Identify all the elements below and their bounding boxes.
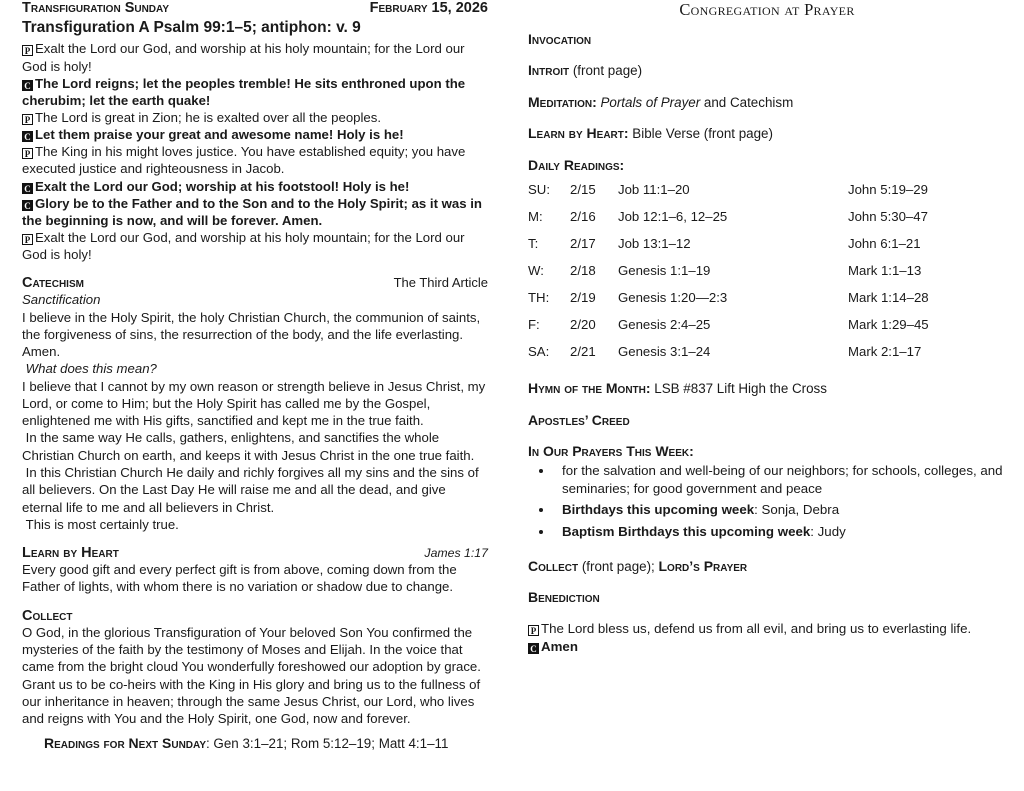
table-row [528, 338, 1006, 365]
congregation-glyph-icon: C [22, 80, 33, 91]
collect-text: O God, in the glorious Transfiguration of Your beloved Son You confirmed the mysteries of the faith by the testimony of Moses and Elijah. In the voice that came from the bright cloud You wonderfully foreshowed our adoption by grace. Grant us to be co-heirs with the King in His glory and bring us to the fullness of our inheritance in heaven; through the same Jesus Christ, our Lord, who lives and reigns with You and the Holy Spirit, one God, now and forever. [22, 624, 481, 727]
reading-nt: John 5:19–29 [848, 182, 928, 198]
psalm-verse-text: Let them praise your great and awesome name! Holy is he! [35, 127, 404, 143]
page-header [22, 0, 488, 16]
meditation-label: Meditation: [528, 93, 597, 110]
benediction-line [528, 588, 1006, 606]
introit-rest: (front page) [569, 63, 643, 79]
table-row [528, 257, 1006, 284]
reading-date: 2/16 [570, 209, 596, 225]
reading-nt: Mark 2:1–17 [848, 344, 922, 360]
catechism-answer-paragraph: This is most certainly true. [25, 516, 179, 532]
list-item [554, 523, 1006, 541]
collect-heading-row [22, 608, 488, 624]
list-item [554, 462, 1006, 497]
psalm-verse-text: Exalt the Lord our God, and worship at his holy mountain; for the Lord our God is holy! [22, 230, 465, 263]
congregation-glyph-icon: C [22, 183, 33, 194]
psalm-verse-text: Exalt the Lord our God; worship at his footstool! Holy is he! [35, 178, 410, 194]
reading-day: SA: [528, 344, 550, 360]
reading-date: 2/17 [570, 236, 596, 252]
left-column [22, 0, 488, 751]
amen-line [528, 638, 1006, 656]
reading-day: T: [528, 236, 539, 252]
psalm-verse-text: Glory be to the Father and to the Son and to the Holy Spirit; as it was in the beginning is now, and will be forever. Amen. [22, 195, 482, 228]
benediction-text-line [528, 620, 1006, 638]
psalm-verse [22, 40, 488, 74]
reading-nt: John 6:1–21 [848, 236, 921, 252]
psalm-verse [22, 229, 488, 263]
prayer-item-bold: Baptism Birthdays this upcoming week [562, 524, 811, 540]
daily-readings-label: Daily Readings: [528, 156, 625, 173]
collect-lords-prayer-line [528, 557, 1006, 575]
reading-nt: John 5:30–47 [848, 209, 928, 225]
learn-by-heart-rest: Bible Verse (front page) [628, 126, 773, 142]
table-row [528, 203, 1006, 230]
psalm-verse [22, 143, 488, 177]
psalm-title: Transfiguration A Psalm 99:1–5; antiphon: v. 9 [22, 19, 361, 36]
psalm-verse-text: Exalt the Lord our God, and worship at his holy mountain; for the Lord our God is holy! [22, 41, 465, 74]
reading-day: M: [528, 209, 543, 225]
reading-date: 2/15 [570, 182, 596, 198]
reading-nt: Mark 1:29–45 [848, 317, 929, 333]
table-row [528, 284, 1006, 311]
catechism-heading: Catechism [22, 275, 84, 292]
in-our-prayers-label: In Our Prayers This Week: [528, 442, 694, 459]
hymn-of-month-rest: LSB #837 Lift High the Cross [650, 381, 827, 397]
prayer-request-list [528, 462, 1006, 540]
psalm-verse-text: The Lord reigns; let the peoples tremble! He sits enthroned upon the cherubim; let the earth quake! [22, 75, 466, 108]
table-row [528, 311, 1006, 338]
congregation-glyph-icon: C [22, 200, 33, 211]
reading-day: F: [528, 317, 540, 333]
readings-next-sunday [22, 735, 488, 751]
catechism-creed-text: I believe in the Holy Spirit, the holy Christian Church, the communion of saints, the forgiveness of sins, the resurrection of the body, and the life everlasting. Amen. [22, 309, 481, 360]
collect-heading: Collect [22, 607, 73, 624]
benediction-label: Benediction [528, 588, 600, 605]
right-column [528, 0, 1006, 656]
catechism-reference: The Third Article [393, 275, 488, 291]
reading-nt: Mark 1:14–28 [848, 290, 929, 306]
reading-ot: Genesis 1:1–19 [618, 263, 711, 279]
pastor-glyph-icon: P [528, 625, 539, 636]
amen-text: Amen [541, 638, 578, 654]
reading-date: 2/20 [570, 317, 596, 333]
catechism-answer-paragraph: In the same way He calls, gathers, enlightens, and sanctifies the whole Christian Church on earth, and keeps it with Jesus Christ in the one true faith. [22, 430, 475, 463]
invocation-line [528, 30, 1006, 48]
reading-ot: Job 13:1–12 [618, 236, 691, 252]
readings-next-sunday-value: : Gen 3:1–21; Rom 5:12–19; Matt 4:1–11 [205, 736, 449, 752]
reading-day: TH: [528, 290, 550, 306]
learn-by-heart-line [528, 124, 1006, 142]
reading-ot: Job 12:1–6, 12–25 [618, 209, 728, 225]
service-date: February 15, 2026 [369, 0, 488, 16]
reading-day: W: [528, 263, 544, 279]
catechism-answer-paragraph: I believe that I cannot by my own reason or strength believe in Jesus Christ, my Lord, or come to Him; but the Holy Spirit has called me by the Gospel, enlightened me with His gifts, sanctified and kept me in the true faith. [22, 378, 486, 429]
table-row [528, 176, 1006, 203]
in-our-prayers-line [528, 442, 1006, 460]
table-row [528, 230, 1006, 257]
collect-mid-text: (front page); [578, 558, 659, 574]
hymn-of-month-label: Hymn of the Month: [528, 380, 651, 397]
catechism-answer-paragraph: In this Christian Church He daily and richly forgives all my sins and the sins of all believers. On the Last Day He will raise me and all the dead, and give eternal life to me and all believers in Christ. [22, 464, 479, 515]
daily-readings-table [528, 176, 1006, 365]
introit-label: Introit [528, 62, 570, 79]
learn-by-heart-heading: Learn by Heart [22, 545, 119, 562]
psalm-verse [22, 178, 488, 195]
psalm-verse [22, 126, 488, 143]
readings-next-sunday-label: Readings for Next Sunday [44, 735, 206, 752]
reading-ot: Genesis 2:4–25 [618, 317, 711, 333]
reading-date: 2/18 [570, 263, 596, 279]
congregation-glyph-icon: C [528, 643, 539, 654]
occasion-title: Transfiguration Sunday [22, 0, 170, 16]
psalm-verse [22, 109, 488, 126]
introit-line [528, 61, 1006, 79]
pastor-glyph-icon: P [22, 234, 33, 245]
psalm-verse-text: The King in his might loves justice. You have established equity; you have executed justice and righteousness in Jacob. [22, 144, 466, 177]
pastor-glyph-icon: P [22, 45, 33, 56]
catechism-question: What does this mean? [25, 361, 157, 377]
daily-readings-line [528, 156, 1006, 174]
pastor-glyph-icon: P [22, 114, 33, 125]
apostles-creed-label: Apostles’ Creed [528, 411, 630, 428]
list-item [554, 501, 1006, 519]
meditation-line [528, 93, 1006, 111]
benediction-text: The Lord bless us, defend us from all evil, and bring us to everlasting life. [541, 621, 972, 637]
catechism-subhead: Sanctification [22, 292, 101, 308]
learn-by-heart-reference: James 1:17 [424, 546, 488, 561]
learn-by-heart-label: Learn by Heart: [528, 125, 629, 142]
reading-date: 2/19 [570, 290, 596, 306]
collect-label: Collect [528, 557, 579, 574]
lords-prayer-label: Lord’s Prayer [658, 557, 748, 574]
learn-by-heart-heading-row [22, 545, 488, 561]
prayer-item-text: : Sonja, Debra [754, 502, 840, 518]
reading-date: 2/21 [570, 344, 596, 360]
reading-ot: Genesis 3:1–24 [618, 344, 711, 360]
congregation-at-prayer-title: Congregation at Prayer [679, 0, 855, 19]
congregation-glyph-icon: C [22, 131, 33, 142]
reading-nt: Mark 1:1–13 [848, 263, 922, 279]
learn-by-heart-text: Every good gift and every perfect gift is from above, coming down from the Father of lights, with whom there is no variation or shadow due to change. [22, 562, 457, 595]
meditation-italic-title: Portals of Prayer [596, 94, 701, 110]
prayer-item-bold: Birthdays this upcoming week [562, 502, 755, 518]
reading-day: SU: [528, 182, 550, 198]
psalm-verse [22, 195, 488, 229]
apostles-creed-line [528, 411, 1006, 429]
hymn-of-month-line [528, 379, 1006, 397]
prayer-item-text: : Judy [810, 524, 846, 540]
invocation-label: Invocation [528, 31, 592, 47]
meditation-rest: and Catechism [700, 94, 794, 110]
reading-ot: Genesis 1:20—2:3 [618, 290, 728, 306]
catechism-heading-row [22, 275, 488, 291]
prayer-item-text: for the salvation and well-being of our neighbors; for schools, colleges, and seminaries; for good government and peace [562, 463, 1003, 496]
reading-ot: Job 11:1–20 [618, 182, 690, 198]
pastor-glyph-icon: P [22, 148, 33, 159]
psalm-verses [22, 40, 488, 263]
psalm-verse-text: The Lord is great in Zion; he is exalted over all the peoples. [35, 110, 382, 125]
psalm-verse [22, 75, 488, 109]
